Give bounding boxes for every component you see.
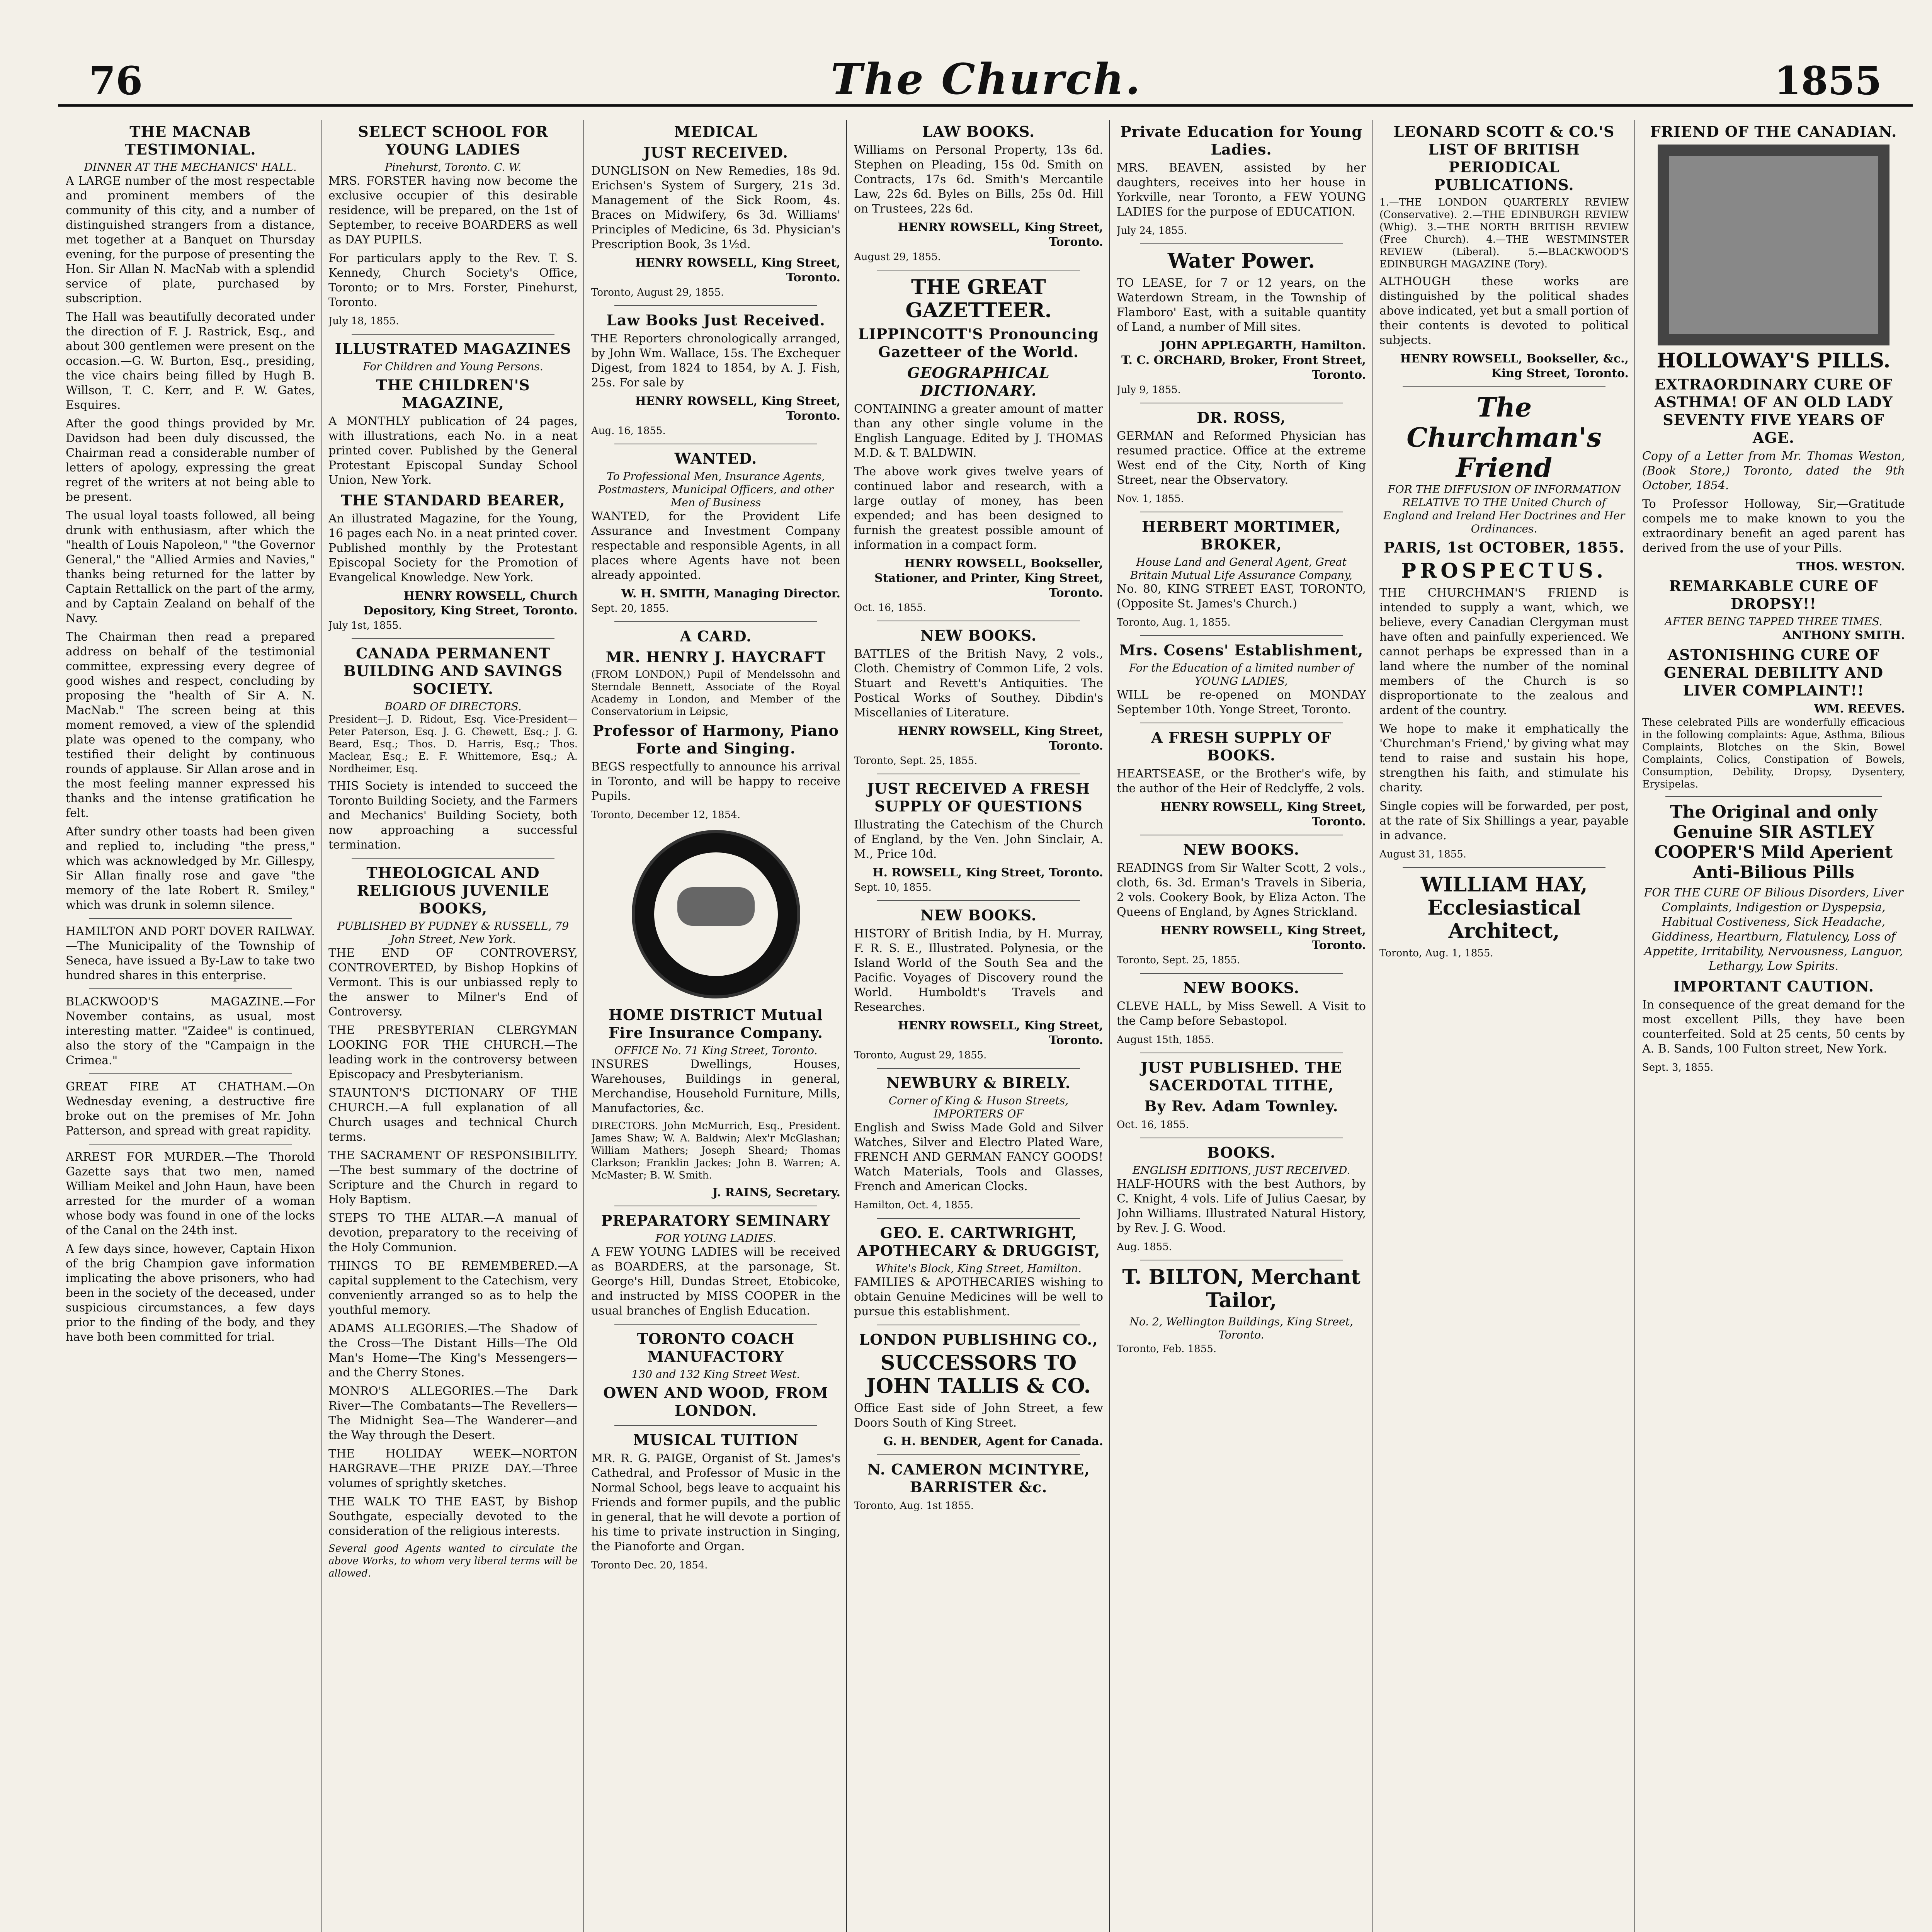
ad-subheading: House Land and General Agent, Great Britain Mutual Life Assurance Company,: [1130, 556, 1353, 582]
ad-heading: The Original and only Genuine SIR ASTLEY COOPER'S Mild Aperient Anti-Bilious Pills: [1654, 802, 1893, 882]
date-line: Toronto Dec. 20, 1854.: [591, 1560, 708, 1571]
paragraph: Williams on Personal Property, 13s 6d. Stephen on Pleading, 15s 0d. Smith on Contracts, 17s 6d. Smith's Mercantile Law, 22s 6d. Byles on Bills, 25s 0d. Hill on Trustees, 22s 6d.: [854, 143, 1103, 216]
paragraph: A MONTHLY publication of 24 pages, with illustrations, each No. in a neat printed cover. Published by the General Protestant Episcopal Sunday School Union, New York.: [328, 415, 578, 487]
signature: T. C. ORCHARD, Broker, Front Street, Toronto.: [1121, 354, 1366, 382]
ad-heading: REMARKABLE CURE OF DROPSY!!: [1669, 577, 1878, 612]
ad-subheading: BOARD OF DIRECTORS.: [384, 700, 522, 713]
column-6: [1379, 120, 1629, 1932]
paragraph: THE HOLIDAY WEEK—NORTON HARGRAVE—THE PRIZE DAY.—Three volumes of sprightly sketches.: [328, 1447, 578, 1490]
ad-heading: THE CHILDREN'S MAGAZINE,: [376, 376, 530, 412]
column-7: [1642, 120, 1905, 1932]
signature: HENRY ROWSELL, King Street, Toronto.: [898, 1019, 1103, 1047]
ad-subheading: SUCCESSORS TO JOHN TALLIS & CO.: [866, 1351, 1091, 1398]
paragraph: TO LEASE, for 7 or 12 years, on the Waterdown Stream, in the Township of Flamboro' East, with a suitable quantity of Land, a number of Mill sites.: [1117, 276, 1366, 334]
article-subheading: DINNER AT THE MECHANICS' HALL.: [84, 161, 297, 173]
paragraph: THE Reporters chronologically arranged, by John Wm. Wallace, 15s. The Exchequer Digest, from 1824 to 1854, by A. J. Fish, 25s. For sale by: [591, 332, 840, 389]
signature: H. ROWSELL, King Street, Toronto.: [872, 866, 1103, 879]
paragraph: MONRO'S ALLEGORIES.—The Dark River—The Combatants—The Revellers—The Midnight Sea—The Wanderer—and the Way through the Desert.: [328, 1384, 578, 1442]
divider: [614, 1324, 817, 1325]
paragraph: THE END OF CONTROVERSY, CONTROVERTED, by Bishop Hopkins of Vermont. This is our unbiassed reply to the answer to Milner's End of Controversy.: [328, 946, 578, 1019]
paragraph: CONTAINING a greater amount of matter than any other single volume in the English Language. Edited by J. THOMAS M.D. & T. BALDWIN.: [854, 402, 1103, 460]
ad-heading: ILLUSTRATED MAGAZINES: [335, 340, 571, 357]
divider: [614, 1425, 817, 1426]
paragraph: No. 80, KING STREET EAST, TORONTO, (Opposite St. James's Church.): [1117, 582, 1366, 611]
ad-heading: GEOGRAPHICAL DICTIONARY.: [907, 364, 1050, 399]
paragraph: Office East side of John Street, a few Doors South of King Street.: [854, 1401, 1103, 1430]
paragraph: STAUNTON'S DICTIONARY OF THE CHURCH.—A full explanation of all Church usages and technical Church terms.: [328, 1086, 578, 1144]
ad-subheading: PUBLISHED BY PUDNEY & RUSSELL, 79 John Street, New York.: [337, 920, 569, 946]
insurance-seal-emblem: [632, 830, 800, 998]
ad-heading: ASTONISHING CURE OF GENERAL DEBILITY AND LIVER COMPLAINT!!: [1663, 646, 1884, 699]
date-line: Toronto, December 12, 1854.: [591, 809, 741, 821]
divider: [1140, 243, 1343, 244]
paragraph: DUNGLISON on New Remedies, 18s 9d. Erichsen's System of Surgery, 21s 3d. Management of the Sick Room, 4s. Braces on Midwifery, 6s 3d. Williams' Principles of Medicine, 6s 3d. Physician's Prescription Book, 3s 1½d.: [591, 164, 840, 251]
paragraph: GERMAN and Reformed Physician has resumed practice. Office at the extreme West end of the City, North of King Street, near the Observatory.: [1117, 429, 1366, 487]
paragraph: A few days since, however, Captain Hixon of the brig Champion gave information implicating the above prisoners, who had been in the society of the deceased, under suspicious circumstances, a few days prior to the finding of the body, and they have both been committed for trial.: [66, 1242, 315, 1344]
date-line: Toronto, Aug. 1, 1855.: [1117, 617, 1231, 628]
paragraph: We hope to make it emphatically the 'Churchman's Friend,' by giving what may tend to raise and sustain his hope, strengthen his faith, and stimulate his charity.: [1379, 722, 1629, 794]
ad-subheading: For the Education of a limited number of YOUNG LADIES,: [1129, 662, 1354, 687]
ad-heading: MUSICAL TUITION: [633, 1431, 799, 1449]
paragraph: MRS. BEAVEN, assisted by her daughters, receives into her house in Yorkville, near Toronto, a FEW YOUNG LADIES for the purpose of EDUCATION.: [1117, 161, 1366, 219]
ad-subheading: MR. HENRY J. HAYCRAFT: [605, 648, 826, 666]
paragraph: MR. R. G. PAIGE, Organist of St. James's Cathedral, and Professor of Music in the Normal School, begs leave to acquaint his Friends and former pupils, and the public in general, that he will devote a portion of his time to private instruction in Singing, the Pianoforte and Organ.: [591, 1452, 840, 1553]
ad-heading: WANTED.: [674, 450, 757, 467]
paragraph: THE WALK TO THE EAST, by Bishop Southgate, especially devoted to the consideration of the religious interests.: [328, 1495, 578, 1538]
paragraph: English and Swiss Made Gold and Silver Watches, Silver and Electro Plated Ware, FRENCH AND GERMAN FANCY GOODS! Watch Materials, Tools and Glasses, French and American Clocks.: [854, 1121, 1103, 1193]
ad-subheading: Corner of King & Huson Streets, IMPORTERS OF: [888, 1094, 1069, 1120]
paragraph: INSURES Dwellings, Houses, Warehouses, Buildings in general, Merchandise, Household Furniture, Mills, Manufactories, &c.: [591, 1058, 840, 1115]
issue-year: 1855: [1774, 58, 1882, 104]
ad-heading: Private Education for Young Ladies.: [1120, 123, 1362, 158]
paragraph: President—J. D. Ridout, Esq. Vice-President—Peter Paterson, Esq. J. G. Chewett, Esq.; J. G. Beard, Esq.; Thos. D. Harris, Esq.; Thos. Maclear, Esq.; E. F. Whittemore, Esq.; A. Nordheimer, Esq.: [328, 714, 578, 775]
ad-heading: FRIEND OF THE CANADIAN.: [1650, 123, 1897, 140]
divider: [877, 1218, 1080, 1219]
ad-heading: JUST RECEIVED A FRESH SUPPLY OF QUESTIONS: [867, 780, 1090, 815]
ad-subheading: FOR YOUNG LADIES.: [655, 1232, 777, 1245]
paragraph: ADAMS ALLEGORIES.—The Shadow of the Cross—The Distant Hills—The Old Man's Home—The King's Messengers—and the Cherry Stones.: [328, 1322, 578, 1379]
paragraph: WILL be re-opened on MONDAY September 10th. Yonge Street, Toronto.: [1117, 688, 1366, 716]
column-rule: [1109, 120, 1110, 1932]
date-line: Sept. 10, 1855.: [854, 882, 932, 893]
divider: [352, 858, 554, 859]
ad-heading: DR. ROSS,: [1197, 409, 1286, 426]
ad-heading: Professor of Harmony, Piano Forte and Singing.: [592, 722, 839, 757]
date-line: July 1st, 1855.: [328, 620, 402, 631]
paragraph: 1.—THE LONDON QUARTERLY REVIEW (Conservative). 2.—THE EDINBURGH REVIEW (Whig). 3.—THE NORTH BRITISH REVIEW (Free Church). 4.—THE WESTMINSTER REVIEW (Liberal). 5.—BLACKWOOD'S EDINBURGH MAGAZINE (Tory).: [1379, 197, 1629, 270]
date-line: Toronto, Aug. 1st 1855.: [854, 1500, 974, 1512]
ad-subheading: By Rev. Adam Townley.: [1144, 1097, 1338, 1115]
ad-subheading: FOR THE DIFFUSION OF INFORMATION RELATIVE TO THE United Church of England and Ireland Her Doctrines and Her Ordinances.: [1383, 483, 1625, 535]
date-line: Toronto, Aug. 1, 1855.: [1379, 947, 1493, 959]
paragraph: (FROM LONDON,) Pupil of Mendelssohn and Sterndale Bennett, Associate of the Royal Academy in London, and Member of the Conservatorium in Leipsic,: [591, 669, 840, 718]
ad-subheading: White's Block, King Street, Hamilton.: [876, 1262, 1082, 1275]
ad-subheading: EXTRAORDINARY CURE OF ASTHMA! OF AN OLD LADY SEVENTY FIVE YEARS OF AGE.: [1654, 376, 1893, 446]
paragraph: WANTED, for the Provident Life Assurance and Investment Company respectable and responsible Agents, in all places where Agents have not been already appointed.: [591, 510, 840, 582]
agents-note: Several good Agents wanted to circulate the above Works, to whom very liberal terms will be allowed.: [328, 1543, 578, 1579]
paragraph: HISTORY of British India, by H. Murray, F. R. S. E., Illustrated. Polynesia, or the Island World of the South Sea and the Pacific. Voyages of Discovery round the World. Humboldt's Travels and Researches.: [854, 927, 1103, 1014]
paragraph: THE CHURCHMAN'S FRIEND is intended to supply a want, which, we believe, every Canadian Clergyman must have often and painfully experienced. We cannot perhaps be expressed than in a land where the number of the nominal members of the Church is so disproportionate to the zealous and ardent of the country.: [1379, 586, 1629, 717]
ad-subheading: JUST RECEIVED.: [643, 144, 788, 161]
paragraph: FAMILIES & APOTHECARIES wishing to obtain Genuine Medicines will be well to pursue this establishment.: [854, 1276, 1103, 1318]
paragraph: FOR THE CURE OF Bilious Disorders, Liver Complaints, Indigestion or Dyspepsia, Habitual Costiveness, Sick Headache, Giddiness, Heartburn, Flatulency, Loss of Appetite, Irritability, Nervousness, Languor, Lethargy, Low Spirits.: [1644, 886, 1903, 973]
ad-heading: LAW BOOKS.: [922, 123, 1035, 140]
divider: [1665, 796, 1882, 797]
ad-heading: HERBERT MORTIMER, BROKER,: [1142, 518, 1341, 553]
prospectus-heading: PROSPECTUS.: [1401, 559, 1607, 583]
ad-subheading: OFFICE No. 71 King Street, Toronto.: [614, 1044, 818, 1057]
divider: [877, 1068, 1080, 1069]
divider: [89, 1073, 292, 1074]
date-line: August 15th, 1855.: [1117, 1034, 1214, 1046]
ad-heading: PREPARATORY SEMINARY: [601, 1212, 831, 1229]
signature: WM. REEVES.: [1814, 702, 1905, 716]
ad-heading: CANADA PERMANENT BUILDING AND SAVINGS SOCIETY.: [343, 645, 563, 697]
date-line: Oct. 16, 1855.: [1117, 1119, 1189, 1131]
paragraph: The above work gives twelve years of continued labor and research, with a large outlay of money, has been expended; and has been designed to furnish the greatest possible amount of information in a compact form.: [854, 465, 1103, 552]
divider: [1140, 973, 1343, 974]
ad-subheading: AFTER BEING TAPPED THREE TIMES.: [1665, 615, 1883, 628]
signature: ANTHONY SMITH.: [1782, 629, 1905, 642]
signature: HENRY ROWSELL, King Street, Toronto.: [898, 724, 1103, 753]
date-line: Toronto, August 29, 1855.: [591, 287, 724, 298]
paragraph: MRS. FORSTER having now become the exclusive occupier of this desirable residence, will be prepared, on the 1st of September, to receive BOARDERS as well as DAY PUPILS.: [328, 174, 578, 247]
paragraph: THINGS TO BE REMEMBERED.—A capital supplement to the Catechism, very conveniently arranged so as to help the youthful memory.: [328, 1259, 578, 1317]
column-1: [66, 120, 315, 1932]
ad-heading: THE STANDARD BEARER,: [341, 492, 565, 509]
paragraph: After sundry other toasts had been given and replied to, including "the press," which was acknowledged by Mr. Gillespy, Sir Allan finally rose and gave "the memory of the late Robert R. Smiley," which was drunk in solemn silence.: [66, 825, 315, 912]
divider: [1403, 386, 1605, 387]
paragraph: CLEVE HALL, by Miss Sewell. A Visit to the Camp before Sebastopol.: [1117, 1000, 1366, 1028]
ad-heading: NEW BOOKS.: [920, 627, 1037, 644]
date-line: Aug. 16, 1855.: [591, 425, 666, 437]
ad-subheading: Pinehurst, Toronto. C. W.: [384, 161, 522, 173]
paragraph: ALTHOUGH these works are distinguished by the political shades above indicated, yet but a small portion of their contents is devoted to political subjects.: [1379, 275, 1629, 347]
date-line: Toronto, Sept. 25, 1855.: [1117, 954, 1240, 966]
paragraph: BLACKWOOD'S MAGAZINE.—For November contains, as usual, most interesting matter. "Zaidee" is continued, also the story of the "Campaign in the Crimea.": [66, 995, 315, 1067]
column-rule: [583, 120, 584, 1932]
signature: HENRY ROWSELL, King Street, Toronto.: [1160, 924, 1366, 952]
date-line: Sept. 20, 1855.: [591, 603, 669, 614]
signature: HENRY ROWSELL, Bookseller, &c., King Street, Toronto.: [1400, 352, 1629, 380]
paragraph: Single copies will be forwarded, per post, at the rate of Six Shillings a year, payable in advance.: [1379, 799, 1629, 842]
date-line: Oct. 16, 1855.: [854, 602, 926, 614]
ad-heading: THE GREAT GAZETTEER.: [905, 276, 1052, 322]
paragraph: These celebrated Pills are wonderfully efficacious in the following complaints: Ague, Asthma, Bilious Complaints, Blotches on the Skin, Bowel Complaints, Colics, Constipation of Bowels, Consumption, Debility, Dropsy, Dysentery, Erysipelas.: [1642, 717, 1905, 790]
paragraph: STEPS TO THE ALTAR.—A manual of devotion, preparatory to the receiving of the Holy Communion.: [328, 1211, 578, 1254]
date-line: August 29, 1855.: [854, 251, 941, 263]
divider: [877, 1454, 1080, 1455]
date-line: Nov. 1, 1855.: [1117, 493, 1184, 505]
paragraph: BEGS respectfully to announce his arrival in Toronto, and will be happy to receive Pupils.: [591, 760, 840, 803]
paragraph: THE PRESBYTERIAN CLERGYMAN LOOKING FOR THE CHURCH.—The leading work in the controversy between Episcopacy and Presbyterianism.: [328, 1024, 578, 1081]
divider: [877, 900, 1080, 901]
ad-heading: WILLIAM HAY, Ecclesiastical Architect,: [1420, 873, 1588, 943]
ad-heading: Mrs. Cosens' Establishment,: [1119, 641, 1364, 659]
article-heading: THE MACNAB TESTIMONIAL.: [124, 123, 256, 158]
holloway-illustration: [1658, 145, 1889, 345]
date-line: Toronto, Sept. 25, 1855.: [854, 755, 978, 767]
signature: HENRY ROWSELL, Church Depository, King Street, Toronto.: [363, 589, 578, 617]
ad-heading: HOLLOWAY'S PILLS.: [1656, 349, 1891, 372]
ad-heading: GEO. E. CARTWRIGHT, APOTHECARY & DRUGGIST,: [857, 1224, 1100, 1259]
paragraph: HAMILTON AND PORT DOVER RAILWAY.—The Municipality of the Township of Seneca, have issued a By-Law to take two hundred shares in this enterprise.: [66, 925, 315, 982]
paragraph: A LARGE number of the most respectable and prominent members of the community of this city, and a number of distinguished strangers from a distance, met together at a Banquet on Thursday evening, for the purpose of presenting the Hon. Sir Allan N. MacNab with a splendid service of plate, purchased by subscription.: [66, 174, 315, 305]
ad-heading: A CARD.: [680, 628, 752, 645]
ad-subheading: LIPPINCOTT'S Pronouncing Gazetteer of the World.: [858, 325, 1099, 361]
ad-heading: THEOLOGICAL AND RELIGIOUS JUVENILE BOOKS,: [357, 864, 549, 917]
column-2: [328, 120, 578, 1932]
ad-heading: NEW BOOKS.: [1183, 841, 1299, 858]
paragraph: The Chairman then read a prepared address on behalf of the testimonial committee, expressing every degree of good wishes and respect, concluding by proposing the "health of Sir A. N. MacNab." The screen being at this moment removed, a view of the splendid plate was opened to the company, who testified their delight by continuous rounds of applause. Sir Allan arose and in the most feeling manner expressed his thanks and the intense gratification he felt.: [66, 630, 315, 820]
ad-heading: TORONTO COACH MANUFACTORY: [637, 1330, 795, 1365]
paragraph: THIS Society is intended to succeed the Toronto Building Society, and the Farmers and Mechanics' Building Society, both now approaching a successful termination.: [328, 779, 578, 852]
paragraph: GREAT FIRE AT CHATHAM.—On Wednesday evening, a destructive fire broke out on the premises of Mr. John Patterson, and spread with great rapidity.: [66, 1080, 315, 1138]
ad-subheading: To Professional Men, Insurance Agents, Postmasters, Municipal Officers, and other Men of Business: [598, 470, 834, 509]
date-line: Aug. 1855.: [1117, 1241, 1172, 1253]
ad-heading: BOOKS.: [1207, 1144, 1276, 1161]
ad-heading: JUST PUBLISHED. THE SACERDOTAL TITHE,: [1141, 1059, 1342, 1094]
paragraph: A FEW YOUNG LADIES will be received as BOARDERS, at the parsonage, St. George's Hill, Dundas Street, Etobicoke, and instructed by MISS COOPER in the usual branches of English Education.: [591, 1245, 840, 1318]
date-line: July 9, 1855.: [1117, 384, 1181, 396]
date-line: July 18, 1855.: [328, 315, 399, 327]
ad-subheading: ENGLISH EDITIONS, JUST RECEIVED.: [1132, 1164, 1350, 1177]
column-5: [1117, 120, 1366, 1932]
date-line: Toronto, Feb. 1855.: [1117, 1343, 1217, 1355]
divider: [614, 621, 817, 622]
date-line: Sept. 3, 1855.: [1642, 1062, 1714, 1073]
churchmans-friend-title: The Churchman's Friend: [1406, 392, 1602, 483]
signature: OWEN AND WOOD, FROM LONDON.: [603, 1384, 828, 1419]
paragraph: Copy of a Letter from Mr. Thomas Weston, (Book Store,) Toronto, dated the 9th October, 1854.: [1642, 449, 1905, 492]
signature: G. H. BENDER, Agent for Canada.: [883, 1435, 1103, 1448]
ad-heading: LONDON PUBLISHING CO.,: [859, 1331, 1098, 1348]
signature: J. RAINS, Secretary.: [712, 1186, 840, 1199]
paragraph: BATTLES of the British Navy, 2 vols., Cloth. Chemistry of Common Life, 2 vols. Stuart and Revett's Antiquities. The Postical Works of Southey. Dibdin's Miscellanies of Literature.: [854, 647, 1103, 719]
column-3: [591, 120, 840, 1932]
column-rule: [846, 120, 847, 1932]
paragraph: For particulars apply to the Rev. T. S. Kennedy, Church Society's Office, Toronto; or to Mrs. Forster, Pinehurst, Toronto.: [328, 252, 578, 309]
ad-subheading: 130 and 132 King Street West.: [631, 1368, 800, 1381]
paragraph: Illustrating the Catechism of the Church of England, by the Ven. John Sinclair, A. M., Price 10d.: [854, 818, 1103, 861]
date-line: PARIS, 1st OCTOBER, 1855.: [1383, 539, 1625, 556]
signature: HENRY ROWSELL, King Street, Toronto.: [1160, 800, 1366, 828]
divider: [89, 1144, 292, 1145]
paragraph: HALF-HOURS with the best Authors, by C. Knight, 4 vols. Life of Julius Caesar, by John Williams. Illustrated Natural History, by Rev. J. G. Wood.: [1117, 1177, 1366, 1235]
signature: HENRY ROWSELL, King Street, Toronto.: [635, 395, 840, 423]
ad-heading: A FRESH SUPPLY OF BOOKS.: [1151, 729, 1332, 764]
newspaper-title: The Church.: [831, 54, 1142, 104]
paragraph: To Professor Holloway, Sir,—Gratitude compels me to make known to you the extraordinary benefit an aged parent has derived from the use of your Pills.: [1642, 497, 1905, 555]
paragraph: ARREST FOR MURDER.—The Thorold Gazette says that two men, named William Meikel and John Haun, have been arrested for the murder of a woman whose body was found in one of the locks of the Canal on the 24th inst.: [66, 1150, 315, 1237]
ad-heading: Water Power.: [1167, 249, 1315, 273]
ad-subheading: No. 2, Wellington Buildings, King Street, Toronto.: [1129, 1315, 1353, 1341]
ad-heading: NEW BOOKS.: [920, 906, 1037, 924]
divider: [89, 988, 292, 989]
signature: HENRY ROWSELL, Bookseller, Stationer, and Printer, King Street, Toronto.: [874, 557, 1103, 600]
date-line: August 31, 1855.: [1379, 849, 1467, 860]
date-line: Hamilton, Oct. 4, 1855.: [854, 1199, 974, 1211]
divider: [352, 638, 554, 639]
ad-heading: NEWBURY & BIRELY.: [886, 1074, 1071, 1092]
ad-subheading: For Children and Young Persons.: [363, 360, 543, 373]
paragraph: After the good things provided by Mr. Davidson had been duly discussed, the Chairman read a considerable number of letters of apology, expressing the great regret of the writers at not being able to be present.: [66, 417, 315, 504]
newspaper-page: [58, 54, 1913, 1932]
ad-heading: T. BILTON, Merchant Tailor,: [1122, 1265, 1361, 1312]
paragraph: The usual loyal toasts followed, all being drunk with enthusiasm, after which the "health of Louis Napoleon," "the Governor General," the "Allied Armies and Navies," thanks being returned for the latter by Captain Rettallick on the part of the army, and by Captain Zealand on behalf of the Navy.: [66, 509, 315, 625]
ad-heading: NEW BOOKS.: [1183, 979, 1299, 997]
ad-heading: N. CAMERON MCINTYRE, BARRISTER &c.: [867, 1461, 1090, 1496]
ad-heading: IMPORTANT CAUTION.: [1673, 978, 1874, 995]
divider: [1140, 635, 1343, 636]
divider: [614, 305, 817, 306]
divider: [89, 918, 292, 919]
column-rule: [1634, 120, 1635, 1932]
ad-heading: LEONARD SCOTT & CO.'S LIST OF BRITISH PERIODICAL PUBLICATIONS.: [1393, 123, 1615, 194]
ad-heading: MEDICAL: [674, 123, 758, 140]
signature: W. H. SMITH, Managing Director.: [621, 587, 840, 600]
signature: HENRY ROWSELL, King Street, Toronto.: [635, 256, 840, 284]
column-4: [854, 120, 1103, 1932]
divider: [1403, 867, 1605, 868]
date-line: July 24, 1855.: [1117, 225, 1187, 236]
signature: THOS. WESTON.: [1796, 560, 1905, 573]
divider: [352, 334, 554, 335]
paragraph: An illustrated Magazine, for the Young, 16 pages each No. in a neat printed cover. Published monthly by the Protestant Episcopal Society for the Promotion of Evangelical Knowledge. New York.: [328, 512, 578, 584]
clasped-hands-icon: [677, 887, 755, 926]
masthead: [58, 54, 1913, 107]
paragraph: The Hall was beautifully decorated under the direction of F. J. Rastrick, Esq., and about 300 gentlemen were present on the occasion.—G. W. Burton, Esq., presiding, the vice chairs being filled by Hugh B. Willson, T. C. Kerr, and F. W. Gates, Esquires.: [66, 310, 315, 412]
paragraph: THE SACRAMENT OF RESPONSIBILITY.—The best summary of the doctrine of Scripture and the Church in regard to Holy Baptism.: [328, 1149, 578, 1206]
paragraph: DIRECTORS. John McMurrich, Esq., President. James Shaw; W. A. Baldwin; Alex'r McGlashan; William Mathers; Joseph Sheard; Thomas Clarkson; Franklin Jackes; John B. Warren; A. McMaster; B. W. Smith.: [591, 1120, 840, 1181]
signature: JOHN APPLEGARTH, Hamilton.: [1160, 339, 1366, 352]
ad-heading: SELECT SCHOOL FOR YOUNG LADIES: [358, 123, 548, 158]
ad-heading: HOME DISTRICT Mutual Fire Insurance Company.: [609, 1006, 823, 1041]
date-line: Toronto, August 29, 1855.: [854, 1049, 987, 1061]
page-number: 76: [89, 58, 143, 104]
signature: HENRY ROWSELL, King Street, Toronto.: [898, 221, 1103, 249]
paragraph: In consequence of the great demand for the most excellent Pills, they have been counterfeited. Sold at 25 cents, 50 cents by A. B. Sands, 100 Fulton street, New York.: [1642, 998, 1905, 1056]
paragraph: READINGS from Sir Walter Scott, 2 vols., cloth, 6s. 3d. Erman's Travels in Siberia, 2 vols. Cookery Book, by Eliza Acton. The Queens of England, by Agnes Strickland.: [1117, 861, 1366, 919]
paragraph: HEARTSEASE, or the Brother's wife, by the author of the Heir of Redclyffe, 2 vols.: [1117, 767, 1366, 795]
ad-heading: Law Books Just Received.: [606, 311, 825, 329]
